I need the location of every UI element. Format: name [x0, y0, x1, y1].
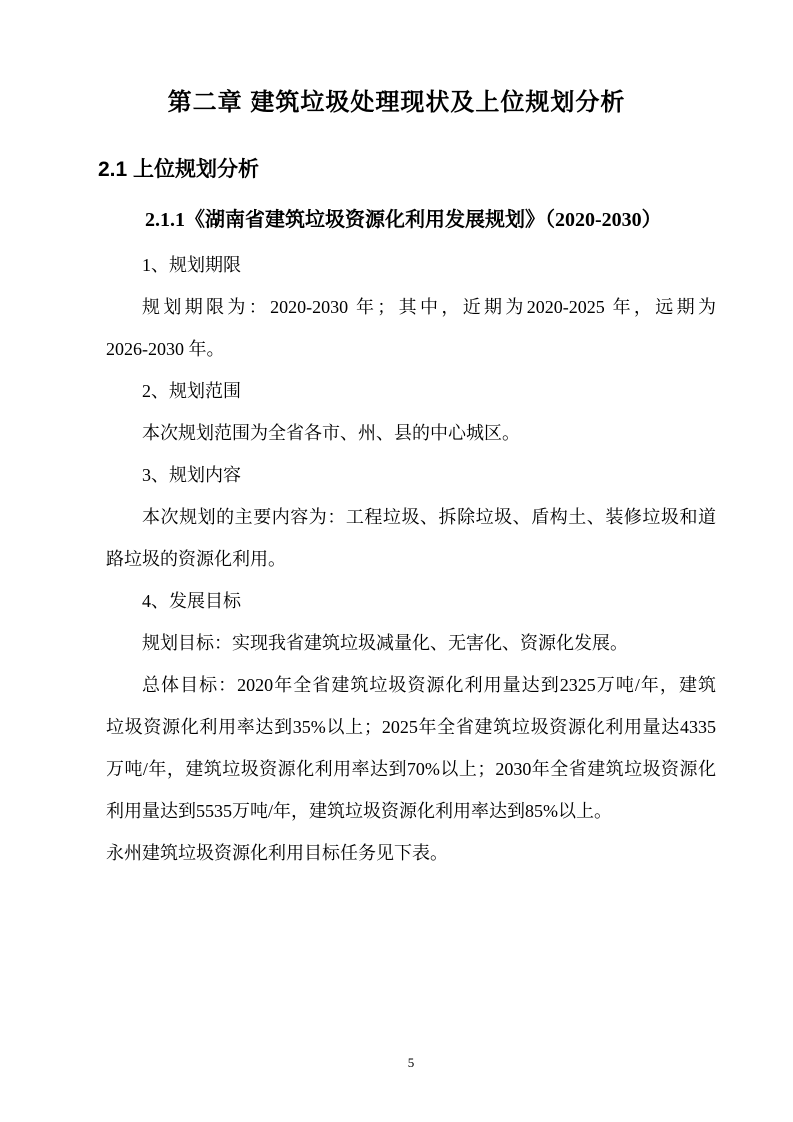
body-line: 规划目标：实现我省建筑垃圾减量化、无害化、资源化发展。	[142, 633, 628, 653]
subsection-heading: 2.1.1《湖南省建筑垃圾资源化利用发展规划》（2020-2030）	[145, 209, 662, 231]
body-line: 万吨/年，建筑垃圾资源化利用率达到70%以上；2030年全省建筑垃圾资源化	[106, 759, 716, 779]
body-line: 本次规划范围为全省各市、州、县的中心城区。	[142, 423, 520, 443]
body-line: 本次规划的主要内容为：工程垃圾、拆除垃圾、盾构土、装修垃圾和道	[142, 507, 716, 527]
body-line: 4、发展目标	[142, 591, 241, 611]
section-heading: 2.1 上位规划分析	[98, 158, 260, 181]
body-line: 利用量达到5535万吨/年，建筑垃圾资源化利用率达到85%以上。	[106, 801, 612, 821]
body-line: 规划期限为：2020-2030 年；其中，近期为2020-2025 年，远期为	[142, 297, 716, 317]
body-text	[106, 244, 716, 874]
body-line: 永州建筑垃圾资源化利用目标任务见下表。	[106, 843, 448, 863]
body-line: 3、规划内容	[142, 465, 241, 485]
page-footer	[106, 1054, 716, 1072]
body-line: 1、规划期限	[142, 255, 241, 275]
chapter-title: 第二章 建筑垃圾处理现状及上位规划分析	[167, 89, 626, 116]
body-line: 2、规划范围	[142, 381, 241, 401]
body-line: 2026-2030 年。	[106, 339, 225, 359]
body-line: 垃圾资源化利用率达到35%以上；2025年全省建筑垃圾资源化利用量达4335	[106, 717, 716, 737]
page-number: 5	[407, 1055, 415, 1070]
body-line: 路垃圾的资源化利用。	[106, 549, 286, 569]
body-line: 总体目标：2020年全省建筑垃圾资源化利用量达到2325万吨/年，建筑	[142, 675, 716, 695]
